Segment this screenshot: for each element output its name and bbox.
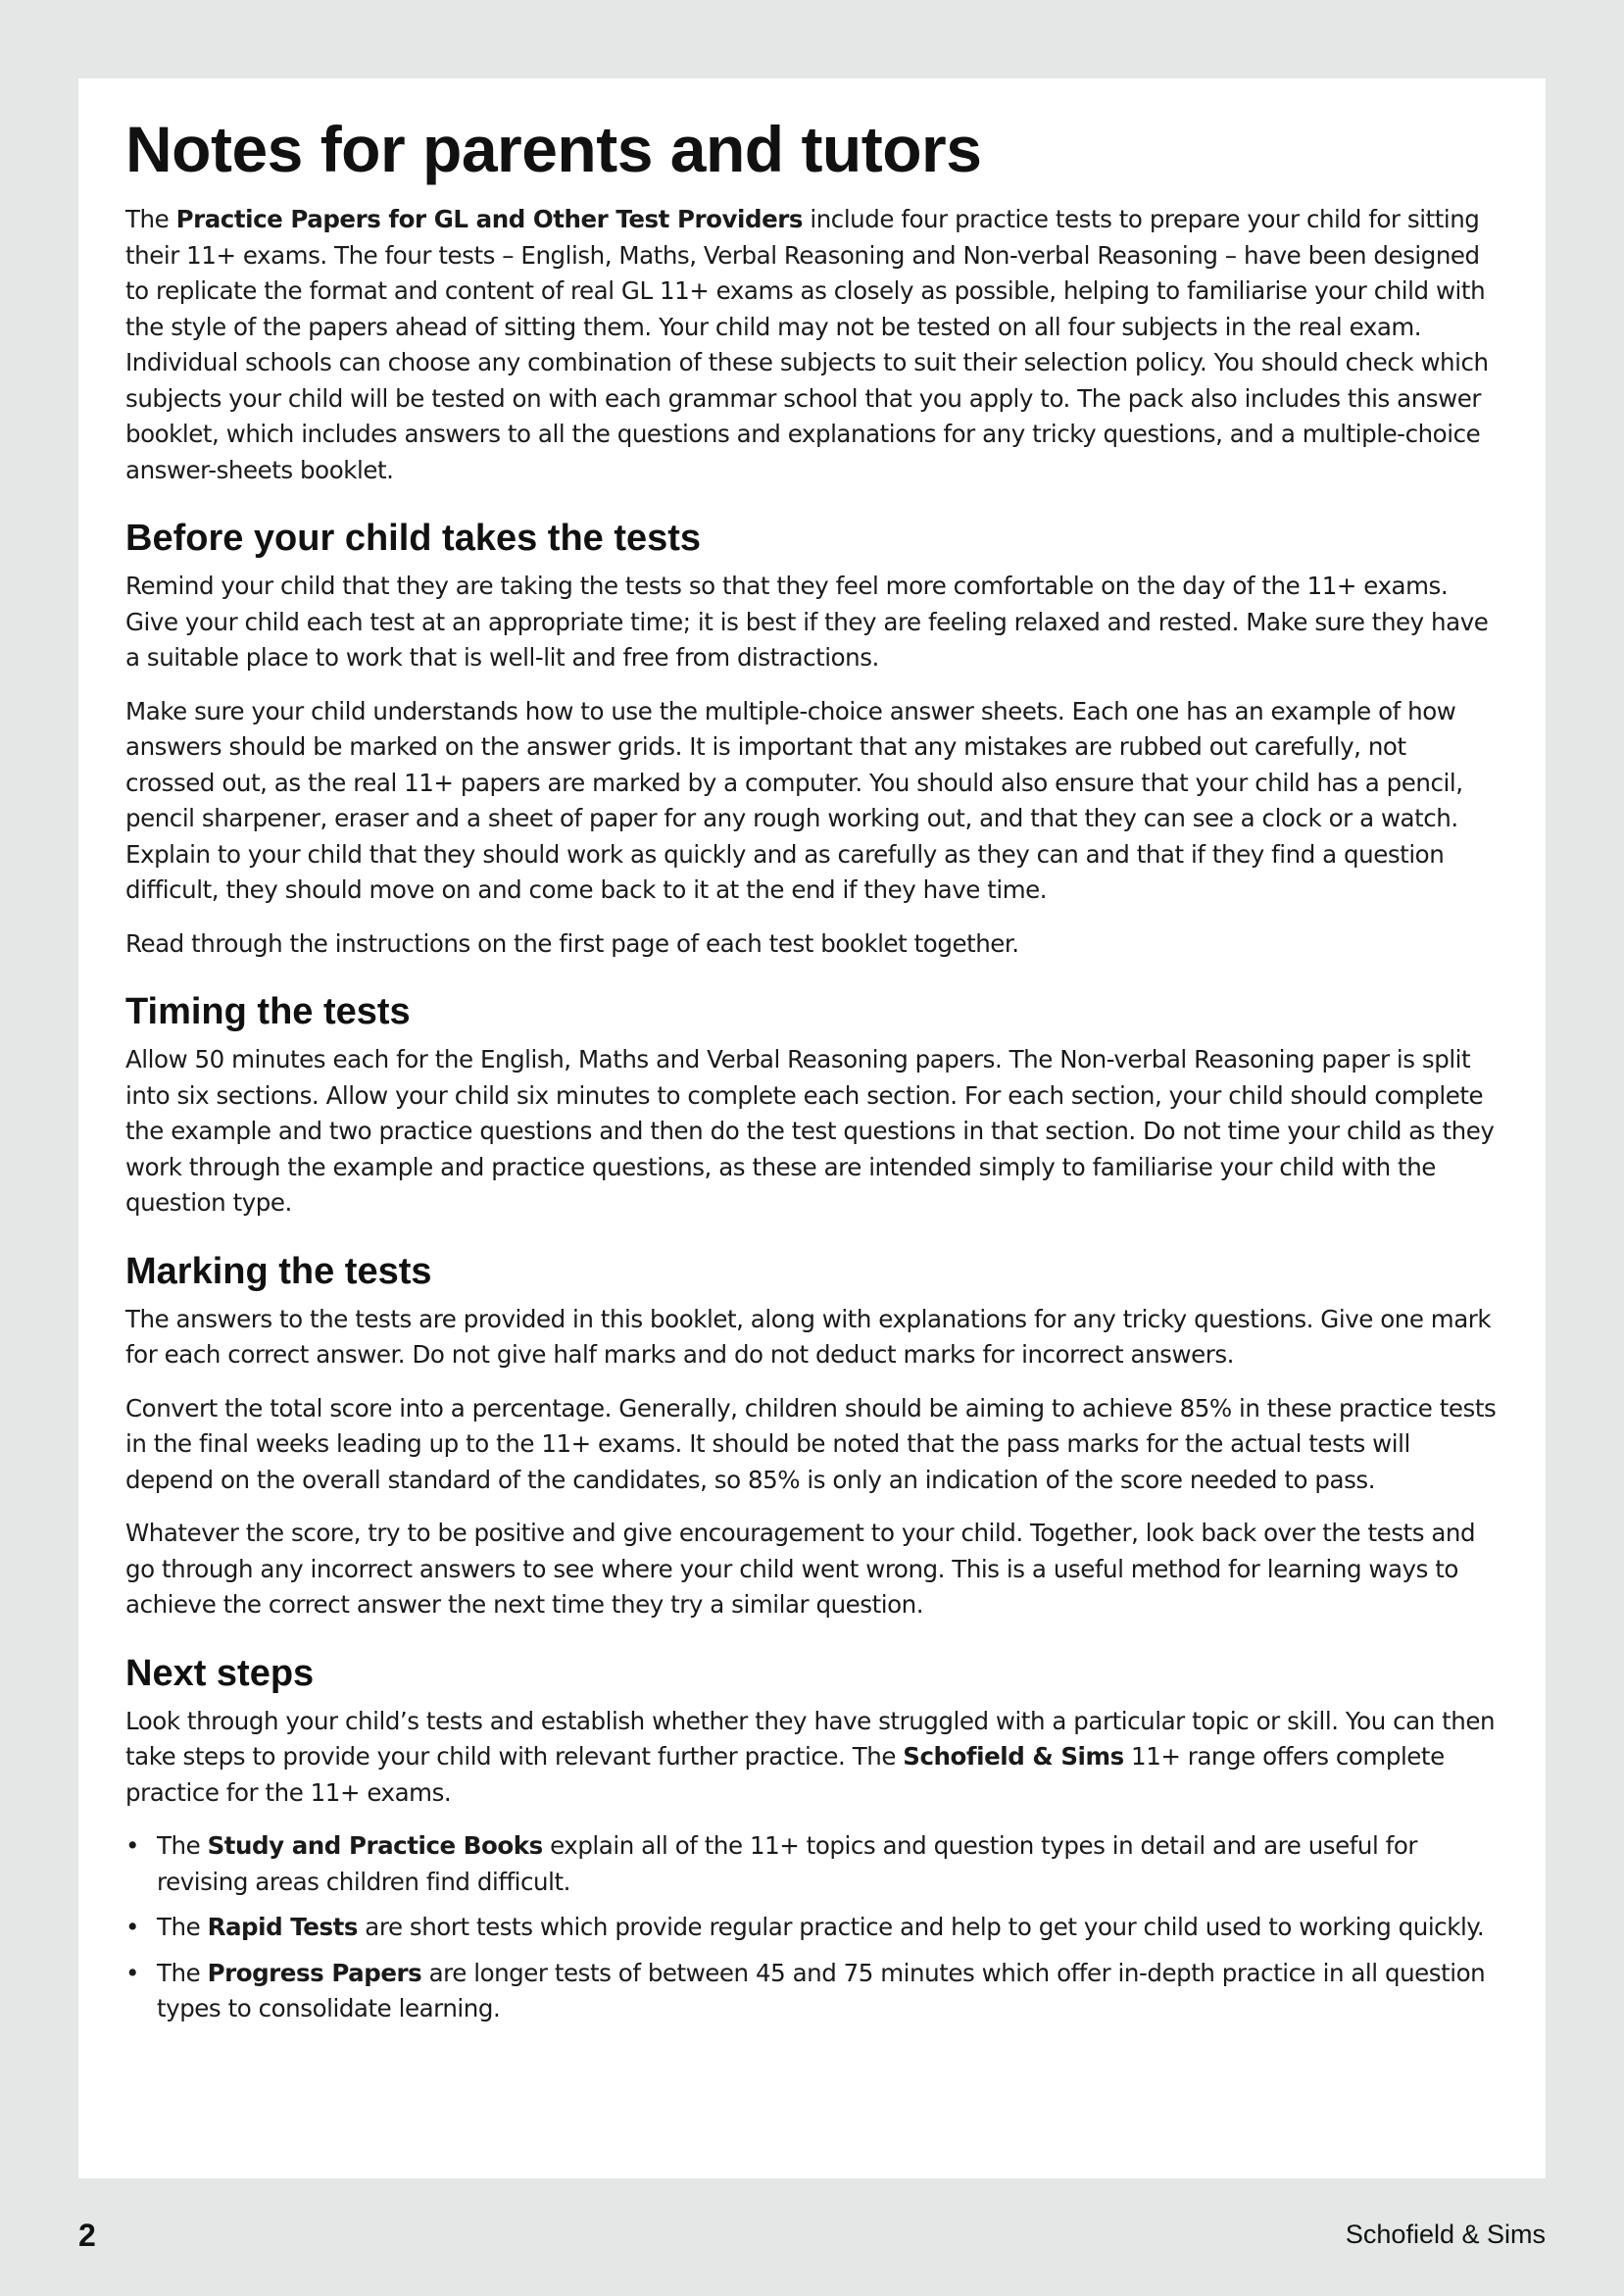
- list-item: [125, 1956, 1499, 2027]
- next-text-pre: Look through your child’s tests and establish whether they have struggled with a particular topic or skill. You can then take steps to provide your child with relevant further practice. The: [125, 1706, 1496, 1771]
- list-item-text-pre: The: [157, 1831, 208, 1860]
- intro-text-post: include four practice tests to prepare your child for sitting their 11+ exams. The four tests – English, Maths, Verbal Reasoning and Non-verbal Reasoning – have been designed to replicate the format and content of real GL 11+ exams as closely as possible, helping to familiarise your child with the style of the papers ahead of sitting them. Your child may not be tested on all four subjects in the real exam. Individual schools can choose any combination of these subjects to suit their selection policy. You should check which subjects your child will be tested on with each grammar school that you apply to. The pack also includes this answer booklet, which includes answers to all the questions and explanations for any tricky questions, and a multiple-choice answer-sheets booklet.: [125, 205, 1489, 484]
- list-item-text-pre: The: [157, 1958, 208, 1987]
- page-title: Notes for parents and tutors: [125, 113, 982, 185]
- list-item-text-post: are longer tests of between 45 and 75 minutes which offer in-depth practice in all question types to consolidate learning.: [157, 1958, 1486, 2022]
- bullet-icon: •: [125, 1913, 140, 1941]
- list-item-text-post: are short tests which provide regular practice and help to get your child used to working quickly.: [357, 1913, 1485, 1941]
- publisher-name: Schofield & Sims: [1345, 2220, 1546, 2249]
- section-heading-next-steps: Next steps: [125, 1652, 315, 1694]
- section-heading-marking: Marking the tests: [125, 1250, 432, 1292]
- marking-paragraph-2: Convert the total score into a percentage. Generally, children should be aiming to achieve 85% in these practice tests in the final weeks leading up to the 11+ exams. It should be noted that the pass marks for the actual tests will depend on the overall standard of the candidates, so 85% is only an indication of the score needed to pass.: [125, 1393, 1497, 1494]
- bullet-icon: •: [125, 1958, 140, 1987]
- page-content: [78, 78, 1546, 2178]
- before-paragraph-3: Read through the instructions on the first page of each test booklet together.: [125, 928, 1019, 958]
- before-paragraph-1: Remind your child that they are taking the tests so that they feel more comfortable on the day of the 11+ exams. Give your child each test at an appropriate time; it is best if they are feeling relaxed and rested. Make sure they have a suitable place to work that is well-lit and free from distractions.: [125, 572, 1489, 672]
- section-heading-before: Before your child takes the tests: [125, 518, 702, 559]
- list-item-text-bold: Rapid Tests: [207, 1913, 358, 1941]
- marking-paragraph-3: Whatever the score, try to be positive and give encouragement to your child. Together, look back over the tests and go through any incorrect answers to see where your child went wrong. This is a useful method for learning ways to achieve the correct answer the next time they try a similar question.: [125, 1519, 1476, 1619]
- next-steps-paragraph: [125, 1704, 1499, 1812]
- marking-paragraph-1: The answers to the tests are provided in this booklet, along with explanations for any tricky questions. Give one mark for each correct answer. Do not give half marks and do not deduct marks for incorrect answers.: [125, 1304, 1492, 1369]
- before-paragraph-2: Make sure your child understands how to use the multiple-choice answer sheets. Each one has an example of how answers should be marked on the answer grids. It is important that any mistakes are rubbed out carefully, not crossed out, as the real 11+ papers are marked by a computer. You should also ensure that your child has a pencil, pencil sharpener, eraser and a sheet of paper for any rough working out, and that they can see a clock or a watch. Explain to your child that they should work as quickly and as carefully as they can and that if they find a question difficult, they should move on and come back to it at the end if they have time.: [125, 696, 1463, 904]
- next-text-bold: Schofield & Sims: [903, 1742, 1124, 1771]
- page-number: 2: [78, 2218, 96, 2253]
- next-text-post: 11+ range offers complete practice for the 11+ exams.: [125, 1742, 1445, 1807]
- list-item-text-post: explain all of the 11+ topics and question types in detail and are useful for revising areas children find difficult.: [157, 1831, 1417, 1896]
- list-item-text-bold: Progress Papers: [207, 1958, 422, 1987]
- intro-text-pre: The: [125, 205, 176, 233]
- product-list: [125, 1828, 1499, 2027]
- section-heading-timing: Timing the tests: [125, 991, 411, 1032]
- list-item: [125, 1910, 1499, 1946]
- list-item: [125, 1828, 1499, 1900]
- intro-paragraph: [125, 202, 1499, 488]
- bullet-icon: •: [125, 1831, 140, 1860]
- intro-text-bold: Practice Papers for GL and Other Test Providers: [175, 205, 804, 233]
- timing-paragraph-1: Allow 50 minutes each for the English, Maths and Verbal Reasoning papers. The Non-verbal Reasoning paper is split into six sections. Allow your child six minutes to complete each section. For each section, your child should complete the example and two practice questions and then do the test questions in that section. Do not time your child as they work through the example and practice questions, as these are intended simply to familiarise your child with the question type.: [125, 1045, 1495, 1217]
- list-item-text-pre: The: [157, 1913, 208, 1941]
- list-item-text-bold: Study and Practice Books: [207, 1831, 543, 1860]
